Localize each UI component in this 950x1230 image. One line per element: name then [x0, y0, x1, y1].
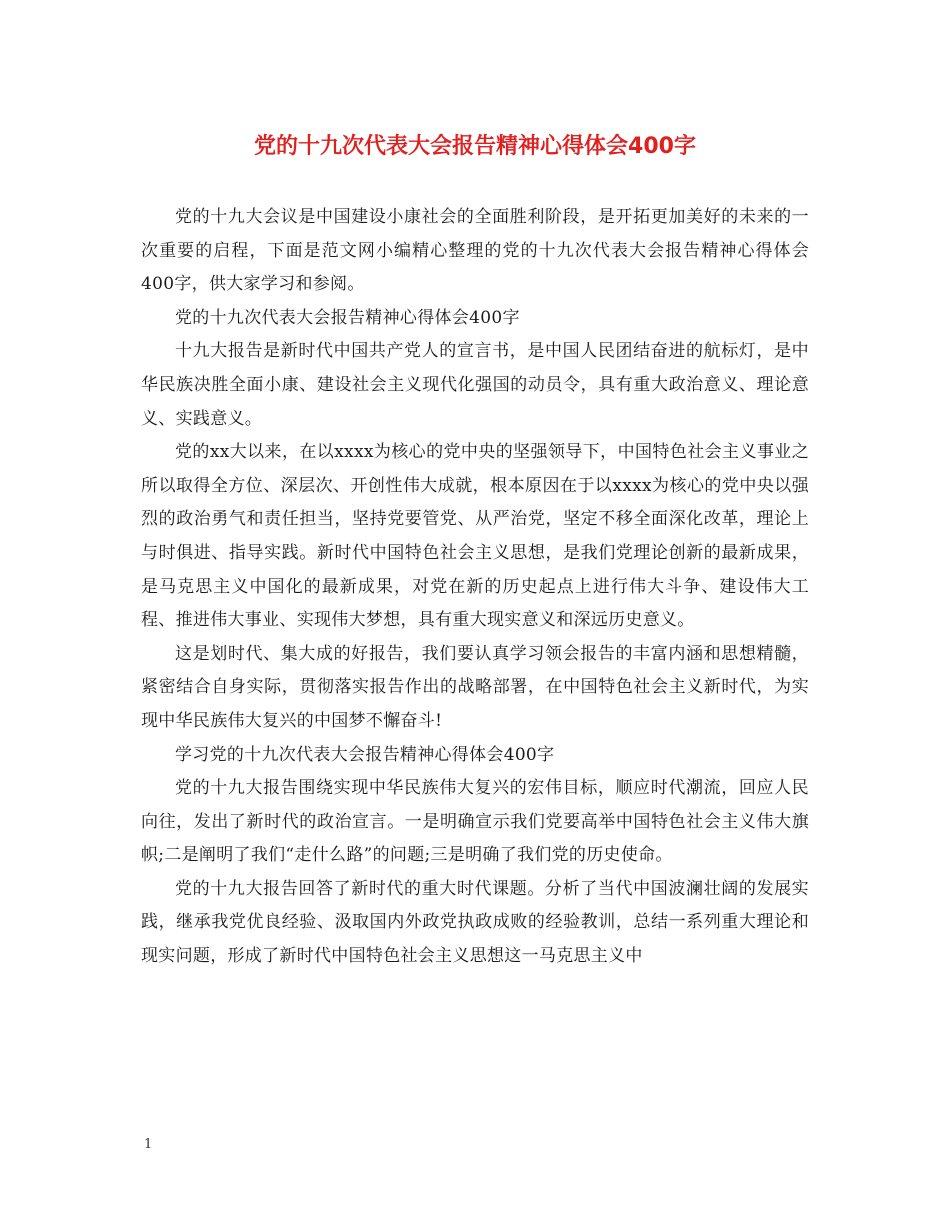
document-title: 党的十九次代表大会报告精神心得体会400字 [254, 134, 696, 159]
section-heading: 党的十九次代表大会报告精神心得体会400字 [175, 307, 520, 328]
paragraph: 党的十九大报告围绕实现中华民族伟大复兴的宏伟目标，顺应时代潮流，回应人民向往，发出了新时代的政治宣言。一是明确宣示我们党要高举中国特色社会主义伟大旗帜;二是阐明了我们“走什么路”的问题;三是明确了我们党的历史使命。 [141, 778, 809, 866]
paragraph: 党的十九大报告回答了新时代的重大时代课题。分析了当代中国波澜壮阔的发展实践，继承我党优良经验、汲取国内外政党执政成败的经验教训，总结一系列重大理论和现实问题，形成了新时代中国特色社会主义思想这一马克思主义中 [141, 878, 809, 967]
document-body [141, 201, 809, 974]
paragraph: 这是划时代、集大成的好报告，我们要认真学习领会报告的丰富内涵和思想精髓，紧密结合自身实际，贯彻落实报告作出的战略部署，在中国特色社会主义新时代，为实现中华民族伟大复兴的中国梦不懈奋斗! [141, 643, 809, 731]
paragraph: 十九大报告是新时代中国共产党人的宣言书，是中国人民团结奋进的航标灯，是中华民族决胜全面小康、建设社会主义现代化强国的动员令，具有重大政治意义、理论意义、实践意义。 [141, 341, 809, 429]
page-number: 1 [144, 1137, 153, 1152]
section-heading: 学习党的十九次代表大会报告精神心得体会400字 [175, 744, 555, 765]
paragraph-intro: 党的十九大会议是中国建设小康社会的全面胜利阶段，是开拓更加美好的未来的一次重要的启程，下面是范文网小编精心整理的党的十九次代表大会报告精神心得体会400字，供大家学习和参阅。 [141, 207, 809, 295]
paragraph: 党的xx大以来，在以xxxx为核心的党中央的坚强领导下，中国特色社会主义事业之所以取得全方位、深层次、开创性伟大成就，根本原因在于以xxxx为核心的党中央以强烈的政治勇气和责任担当，坚持党要管党、从严治党，坚定不移全面深化改革，理论上与时俱进、指导实践。新时代中国特色社会主义思想，是我们党理论创新的最新成果，是马克思主义中国化的最新成果，对党在新的历史起点上进行伟大斗争、建设伟大工程、推进伟大事业、实现伟大梦想，具有重大现实意义和深远历史意义。 [141, 442, 809, 631]
